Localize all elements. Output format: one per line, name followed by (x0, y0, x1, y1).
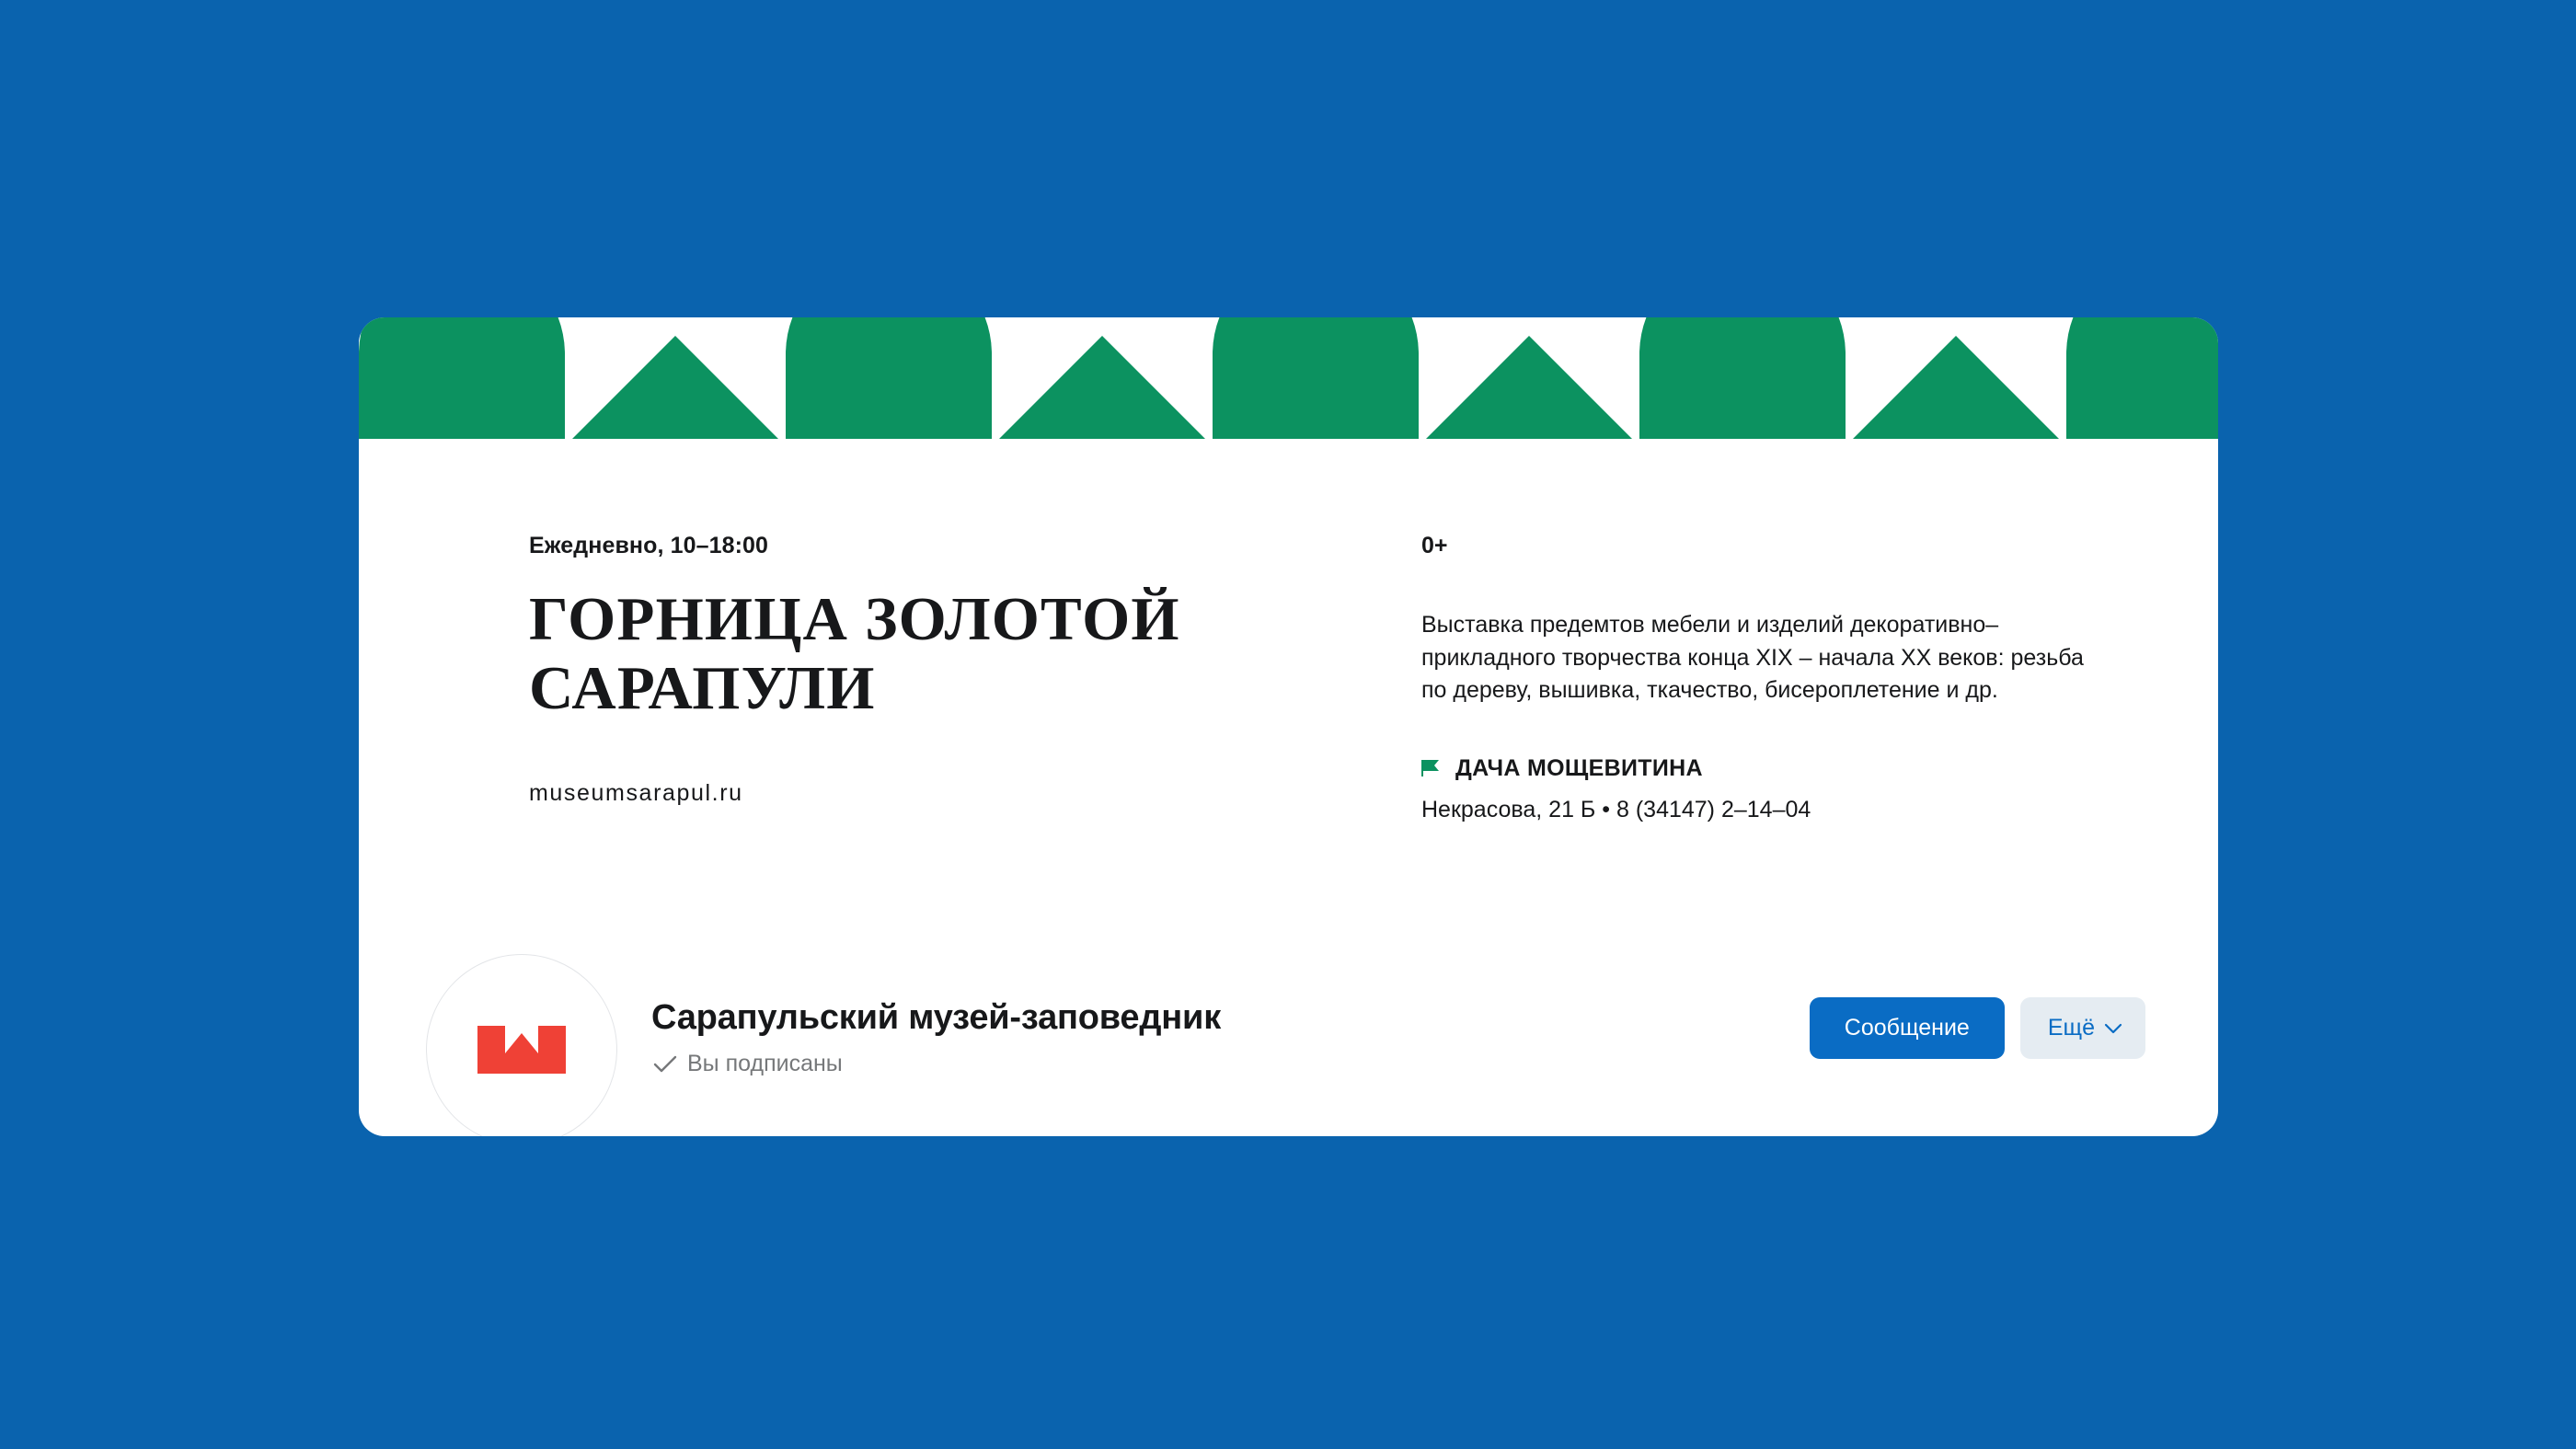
event-schedule: Ежедневно, 10–18:00 (529, 533, 769, 558)
profile-info (651, 998, 1663, 1077)
decorative-arches-band (359, 317, 2218, 439)
event-details-column (1421, 533, 2148, 823)
event-website[interactable]: museumsarapul.ru (529, 780, 743, 807)
follow-status-label: Вы подписаны (687, 1051, 843, 1076)
follow-status (651, 1051, 1663, 1077)
profile-actions (1810, 997, 2145, 1059)
venue-address: Некрасова, 21 Б • 8 (34147) 2–14–04 (1421, 796, 1811, 822)
event-card (359, 317, 2218, 1136)
check-icon (653, 1055, 677, 1074)
venue-row (1421, 755, 2148, 782)
event-title: ГОРНИЦА ЗОЛОТОЙ САРАПУЛИ (529, 585, 1180, 723)
profile-name[interactable]: Сарапульский музей-заповедник (651, 998, 1222, 1037)
profile-footer (359, 954, 2218, 1136)
age-rating-badge: 0+ (1421, 533, 1448, 558)
event-main-column (529, 533, 1449, 807)
card-content (359, 439, 2218, 1136)
avatar[interactable] (426, 954, 617, 1136)
more-button-label: Ещё (2047, 1015, 2095, 1041)
flag-icon (1421, 760, 1443, 776)
more-button[interactable] (2020, 997, 2145, 1059)
message-button[interactable]: Сообщение (1810, 997, 2005, 1059)
venue-name: ДАЧА МОЩЕВИТИНА (1455, 754, 1703, 781)
chevron-down-icon (2104, 1023, 2122, 1034)
event-description: Выставка предемтов мебели и изделий декоративно–прикладного творчества конца XIX – начала XX веков: резьба по дереву, вышивка, ткачество, бисероплетение и др. (1421, 612, 2084, 703)
museum-logo-icon (477, 1026, 566, 1074)
